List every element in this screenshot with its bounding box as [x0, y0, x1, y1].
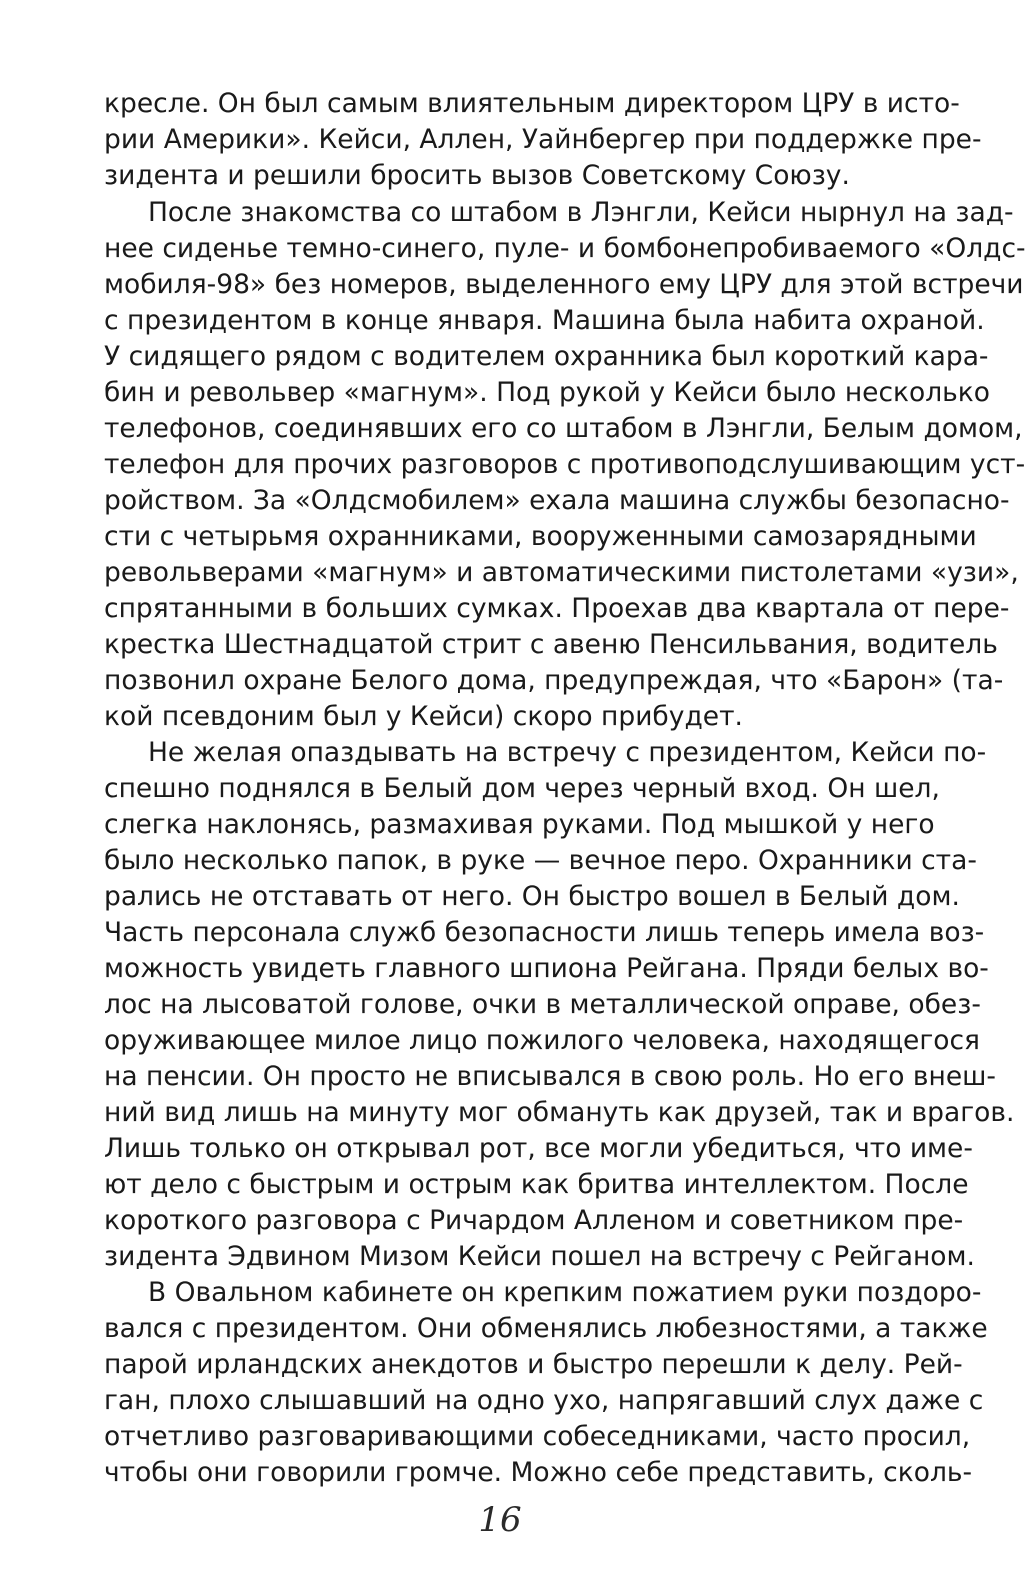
text-line: на пенсии. Он просто не вписывался в свою роль. Но его внеш-	[104, 1061, 996, 1092]
text-line: парой ирландских анекдотов и быстро перешли к делу. Рей-	[104, 1349, 963, 1380]
text-line: слегка наклонясь, размахивая руками. Под мышкой у него	[104, 809, 935, 840]
text-line: ют дело с быстрым и острым как бритва интеллектом. После	[104, 1169, 969, 1200]
text-line: ройством. За «Олдсмобилем» ехала машина службы безопасно-	[104, 485, 1010, 516]
text-line: зидента Эдвином Мизом Кейси пошел на встречу с Рейганом.	[104, 1241, 975, 1272]
text-line: вался с президентом. Они обменялись любезностями, а также	[104, 1313, 988, 1344]
page-number: 16	[478, 1500, 522, 1540]
text-line: ний вид лишь на минуту мог обмануть как друзей, так и врагов.	[104, 1097, 1015, 1128]
text-line: телефон для прочих разговоров с противоподслушивающим уст-	[104, 449, 1026, 480]
text-line: было несколько папок, в руке — вечное перо. Охранники ста-	[104, 845, 977, 876]
text-line: позвонил охране Белого дома, предупреждая, что «Барон» (та-	[104, 665, 1004, 696]
text-line: После знакомства со штабом в Лэнгли, Кейси нырнул на зад-	[148, 197, 1014, 228]
text-line: Часть персонала служб безопасности лишь теперь имела воз-	[104, 917, 985, 948]
text-line: кресле. Он был самым влиятельным директором ЦРУ в исто-	[104, 88, 960, 119]
text-line: кой псевдоним был у Кейси) скоро прибудет.	[104, 701, 743, 732]
text-line: рались не отставать от него. Он быстро вошел в Белый дом.	[104, 881, 960, 912]
text-line: сти с четырьмя охранниками, вооруженными самозарядными	[104, 521, 977, 552]
text-line: оруживающее милое лицо пожилого человека, находящегося	[104, 1025, 981, 1056]
text-line: чтобы они говорили громче. Можно себе представить, сколь-	[104, 1457, 973, 1488]
text-line: В Овальном кабинете он крепким пожатием руки поздоро-	[148, 1277, 982, 1308]
text-line: нее сиденье темно-синего, пуле- и бомбонепробиваемого «Олдс-	[104, 233, 1026, 264]
text-line: лос на лысоватой голове, очки в металлической оправе, обез-	[104, 989, 981, 1020]
text-line: крестка Шестнадцатой стрит с авеню Пенсильвания, водитель	[104, 629, 998, 660]
text-line: У сидящего рядом с водителем охранника был короткий кара-	[104, 341, 989, 372]
text-line: мобиля-98» без номеров, выделенного ему ЦРУ для этой встречи	[104, 269, 1024, 300]
text-line: спрятанными в больших сумках. Проехав два квартала от пере-	[104, 593, 1010, 624]
text-line: Не желая опаздывать на встречу с президентом, Кейси по-	[148, 737, 987, 768]
text-line: телефонов, соединявших его со штабом в Лэнгли, Белым домом,	[104, 413, 1023, 444]
text-line: ган, плохо слышавший на одно ухо, напрягавший слух даже с	[104, 1385, 984, 1416]
text-line: отчетливо разговаривающими собеседниками, часто просил,	[104, 1421, 971, 1452]
text-line: с президентом в конце января. Машина была набита охраной.	[104, 305, 985, 336]
text-line: револьверами «магнум» и автоматическими пистолетами «узи»,	[104, 557, 1019, 588]
text-line: короткого разговора с Ричардом Алленом и советником пре-	[104, 1205, 964, 1236]
text-line: спешно поднялся в Белый дом через черный вход. Он шел,	[104, 773, 940, 804]
text-line: Лишь только он открывал рот, все могли убедиться, что име-	[104, 1133, 973, 1164]
text-line: рии Америки». Кейси, Аллен, Уайнбергер при поддержке пре-	[104, 124, 982, 155]
text-line: бин и револьвер «магнум». Под рукой у Кейси было несколько	[104, 377, 991, 408]
text-line: можность увидеть главного шпиона Рейгана. Пряди белых во-	[104, 953, 989, 984]
text-line: зидента и решили бросить вызов Советскому Союзу.	[104, 160, 850, 191]
